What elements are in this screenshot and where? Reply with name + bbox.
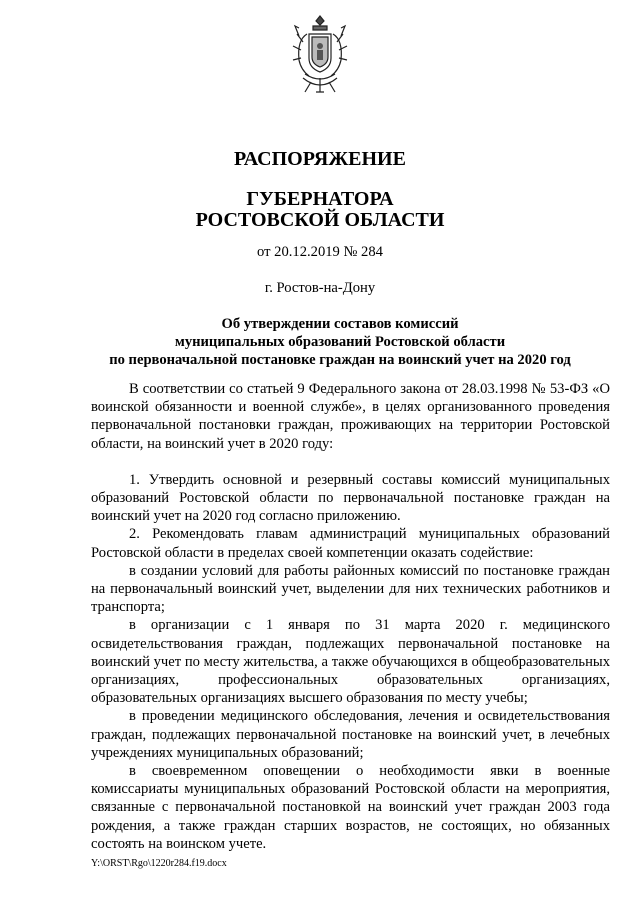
item-2-paragraph: 2. Рекомендовать главам администраций муниципальных образований Ростовской области в пределах своей компетенции оказать содействие:	[91, 526, 610, 561]
coat-of-arms-icon	[291, 12, 349, 98]
document-subject	[90, 315, 590, 369]
subitem-paragraph: в организации с 1 января по 31 марта 2020 г. медицинского освидетельствования граждан, подлежащих первоначальной постановке на воинский учет по месту жительства, а также обучающихся в общеобразовательных организациях, профессиональных образовательных организациях, образовательных организациях высшего образования по месту учебы;	[91, 617, 610, 707]
file-path-footer: Y:\ORST\Rgo\1220r284.f19.docx	[91, 858, 227, 869]
item-1-paragraph: 1. Утвердить основной и резервный составы комиссий муниципальных образований Ростовской области по первоначальной постановке граждан на воинский учет на 2020 год согласно приложению.	[91, 471, 610, 525]
city: г. Ростов-на-Дону	[264, 280, 376, 296]
subject-line: муниципальных образований Ростовской области	[174, 334, 506, 350]
subject-line: по первоначальной постановке граждан на воинский учет на 2020 год	[109, 352, 571, 368]
subitem-paragraph: в своевременном оповещении о необходимости явки в военные комиссариаты муниципальных образований Ростовской области на мероприятия, связанные с первоначальной постановкой на воинский учет граждан 2003 года рождения, а также граждан старших возрастов, не состоящих, но обязанных состоять на воинском учете.	[91, 763, 610, 852]
document-body	[91, 380, 610, 853]
date-and-number: от 20.12.2019 № 284	[257, 244, 383, 260]
issuer-title-line1: ГУБЕРНАТОРА	[246, 188, 394, 210]
document-type-title: РАСПОРЯЖЕНИЕ	[234, 148, 406, 170]
issuer-title-line2: РОСТОВСКОЙ ОБЛАСТИ	[195, 209, 445, 231]
preamble-paragraph: В соответствии со статьей 9 Федерального закона от 28.03.1998 № 53-ФЗ «О воинской обязанности и военной службе», в целях организованного проведения первоначальной постановки граждан, проживающих на территории Ростовской области, на воинский учет в 2020 году:	[91, 381, 610, 452]
subject-line: Об утверждении составов комиссий	[221, 316, 459, 332]
subitem-paragraph: в создании условий для работы районных комиссий по постановке граждан на первоначальный воинский учет, выделении для них технических работников и транспорта;	[91, 562, 610, 616]
subitem-paragraph: в проведении медицинского обследования, лечения и освидетельствования граждан, подлежащих первоначальной постановке на воинский учет, в лечебных учреждениях муниципальных образований;	[91, 708, 610, 761]
